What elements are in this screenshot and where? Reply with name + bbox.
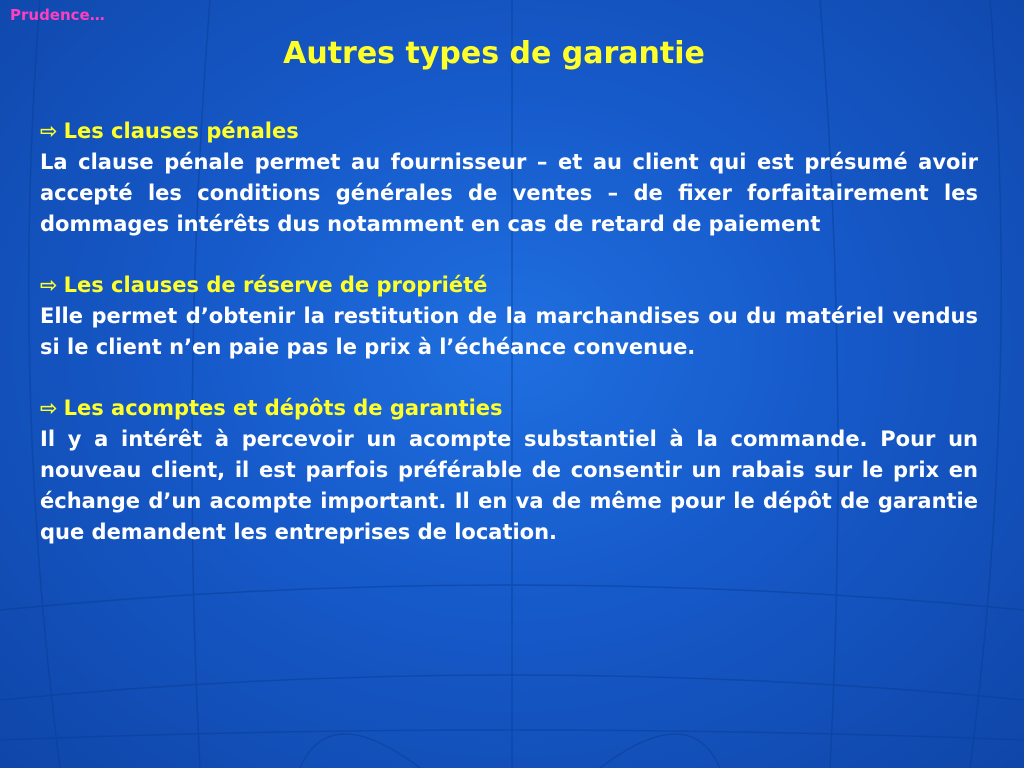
section-text: La clause pénale permet au fournisseur – et au client qui est présumé avoir accepté les conditions générales de ventes – de fixer forfaitairement les dommages intérêts dus notamment en cas de retard de paiement <box>40 150 978 236</box>
section-heading-text: Les clauses pénales <box>63 119 299 143</box>
section-text: Elle permet d’obtenir la restitution de la marchandises ou du matériel vendus si le client n’en paie pas le prix à l’échéance convenue. <box>40 304 978 359</box>
section-clauses-penales <box>40 116 978 240</box>
section-heading <box>40 393 978 424</box>
arrow-right-icon: ⇨ <box>40 119 58 143</box>
arrow-right-icon: ⇨ <box>40 396 58 420</box>
slide-tag: Prudence… <box>10 6 105 24</box>
section-heading-text: Les acomptes et dépôts de garanties <box>63 396 503 420</box>
section-heading <box>40 116 978 147</box>
section-text: Il y a intérêt à percevoir un acompte substantiel à la commande. Pour un nouveau client, il est parfois préférable de consentir un rabais sur le prix en échange d’un acompte important. Il en va de même pour le dépôt de garantie que demandent les entreprises de location. <box>40 427 978 544</box>
section-acomptes-depots <box>40 393 978 548</box>
section-reserve-propriete <box>40 270 978 363</box>
arrow-right-icon: ⇨ <box>40 273 58 297</box>
section-heading <box>40 270 978 301</box>
section-heading-text: Les clauses de réserve de propriété <box>63 273 488 297</box>
slide-title: Autres types de garantie <box>283 36 705 71</box>
slide-content <box>40 116 978 578</box>
